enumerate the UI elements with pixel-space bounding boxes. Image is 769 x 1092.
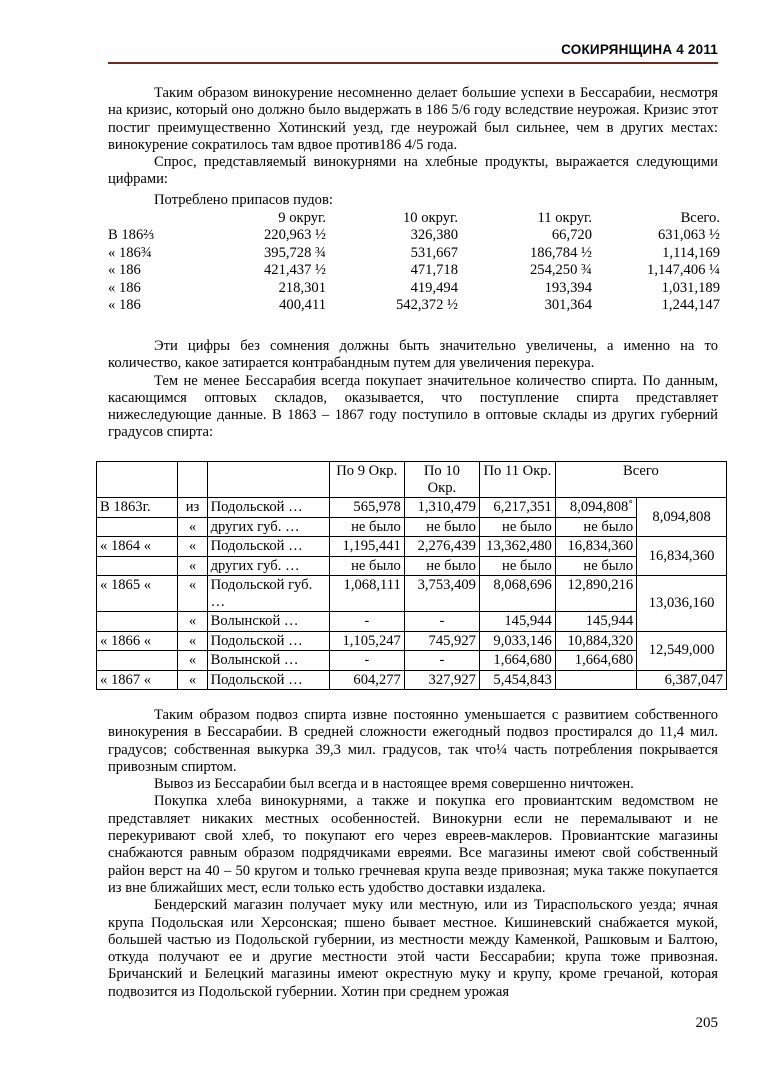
- table-cell: 1,114,169: [662, 244, 720, 261]
- table-header-cell: 9 округ.: [278, 209, 326, 226]
- table-cell: 542,372 ½: [395, 297, 458, 313]
- paragraph: Вывоз из Бессарабии был всегда и в настоящее время совершенно ничтожен.: [154, 776, 634, 793]
- table-header-cell: По 11 Окр.: [479, 462, 555, 498]
- paragraph: Спрос, представляемый винокурнями на хлебные продукты, выражается следующими цифрами:: [108, 154, 718, 188]
- table-header-row: [108, 210, 720, 228]
- table-header-cell: [97, 462, 178, 498]
- table-cell: не было: [479, 517, 555, 537]
- table-cell: 13,362,480: [479, 537, 555, 557]
- table-cell: « 1864 «: [97, 537, 178, 557]
- paragraph: Таким образом подвоз спирта извне постоянно уменьшается с развитием собственного винокурения в Бессарабии. В средней сложности ежегодный подвоз простирался до 11,4 мил. градусов; собственная выкурка 39,3 мил. градусов, так что¼ часть потребления покрывается привозным спиртом.: [108, 707, 718, 775]
- table-cell: [97, 612, 178, 632]
- table-cell: не было: [404, 556, 479, 576]
- paragraph: Эти цифры без сомнения должны быть значительно увеличены, а именно на то количество, какое затирается контрабандным путем для увеличения перекура.: [108, 338, 718, 372]
- table-cell: -: [329, 612, 404, 632]
- table-cell: 8,068,696: [479, 576, 555, 612]
- consumption-table: [108, 192, 720, 315]
- table-cell: « 1867 «: [97, 670, 178, 690]
- table-cell: 6,387,047: [637, 670, 727, 690]
- table-cell: не было: [329, 517, 404, 537]
- table-cell: 631,063 ½: [657, 227, 720, 243]
- table-cell: 10,884,320: [555, 631, 636, 651]
- table-cell: 1,147,406 ¼: [647, 262, 720, 278]
- table-row: [97, 631, 727, 651]
- page-header: [108, 40, 718, 64]
- table-row: [97, 556, 727, 576]
- table-cell: не было: [404, 517, 479, 537]
- table-cell: 1,195,441: [329, 537, 404, 557]
- table-header-cell: [178, 462, 207, 498]
- table-cell: 301,364: [544, 297, 592, 313]
- table-cell: «: [178, 556, 207, 576]
- table-cell: « 1866 «: [97, 631, 178, 651]
- table-cell: 1,310,479: [404, 498, 479, 518]
- table-cell: 1,664,680: [555, 651, 636, 671]
- table-cell: 145,944: [555, 612, 636, 632]
- table-cell: 16,834,360: [637, 537, 727, 576]
- table-cell: « 186¾: [108, 244, 152, 261]
- table-cell: 745,927: [404, 631, 479, 651]
- table-cell: 12,549,000: [637, 631, 727, 670]
- table-row: [97, 651, 727, 671]
- table-cell: не было: [555, 556, 636, 576]
- table-row: [97, 576, 727, 612]
- table-cell: 1,068,111: [329, 576, 404, 612]
- table-row: [108, 280, 720, 298]
- table-header-cell: 10 округ.: [402, 209, 458, 226]
- consumption-table-lead: Потреблено припасов пудов:: [154, 192, 333, 208]
- table-cell: 1,244,147: [661, 297, 720, 313]
- table-cell: «: [178, 631, 207, 651]
- table-cell: не было: [479, 556, 555, 576]
- table-row: [97, 612, 727, 632]
- table-row: [97, 498, 727, 518]
- table-cell: «: [178, 651, 207, 671]
- table-header-row: [97, 462, 727, 498]
- table-cell: « 186: [108, 297, 141, 313]
- table-cell: 531,667: [410, 244, 458, 261]
- table-cell: « 1865 «: [97, 576, 178, 612]
- header-rule: [108, 62, 718, 64]
- table-cell: других губ. …: [207, 517, 329, 537]
- table-cell: 193,394: [544, 279, 592, 296]
- table-cell: из: [178, 498, 207, 518]
- table-cell: Подольской губ. …: [207, 576, 329, 612]
- table-header-cell: По 9 Окр.: [329, 462, 404, 498]
- table-cell: не было: [555, 517, 636, 537]
- table-cell: «: [178, 670, 207, 690]
- table-cell: 220,963 ½: [263, 227, 326, 243]
- table-cell: 400,411: [279, 297, 326, 313]
- table-cell: Подольской …: [207, 670, 329, 690]
- text-block-bottom: [108, 707, 718, 1001]
- table-cell: 604,277: [329, 670, 404, 690]
- table-cell: [97, 556, 178, 576]
- table-cell: «: [178, 612, 207, 632]
- paragraph: Бендерский магазин получает муку или местную, или из Тираспольского уезда; ячная крупа Подольская или Херсонская; пшено бывает местное. Кишиневский снабжается мукой, большей частью из Подольской губернии, из местности между Каменкой, Рашковым и Балтою, откуда получают ее и другие местности этой части Бессарабии; крупа тоже привозная. Бричанский и Белецкий магазины имеют окрестную муку и крупу, кроме гречаной, которая подвозится из Подольской губернии. Хотин при среднем урожая: [108, 897, 718, 1000]
- table-cell: 8,094,808˚: [555, 498, 636, 518]
- text-block-middle: [108, 338, 718, 442]
- table-cell: «: [178, 576, 207, 612]
- table-cell: В 186⅔: [108, 227, 155, 243]
- table-cell: 395,728 ¾: [263, 244, 326, 261]
- table-cell: В 1863г.: [97, 498, 178, 518]
- table-cell: 471,718: [410, 262, 458, 278]
- table-cell: 9,033,146: [479, 631, 555, 651]
- table-cell: Подольской …: [207, 498, 329, 518]
- table-cell: «: [178, 537, 207, 557]
- table-header-cell: [108, 210, 198, 228]
- table-cell: 1,105,247: [329, 631, 404, 651]
- table-header-cell: По 10 Окр.: [404, 462, 479, 498]
- table-cell: Подольской …: [207, 631, 329, 651]
- paragraph: Таким образом винокурение несомненно делает большие успехи в Бессарабии, несмотря на кризис, который оно должно было выдержать в 186 5/6 году вследствие неурожая. Кризис этот постиг преимущественно Хотинский уезд, где неурожай был сильнее, чем в других местах: винокурение сократилось там вдвое против186 4/5 года.: [108, 85, 718, 153]
- table-cell: других губ. …: [207, 556, 329, 576]
- table-row: [97, 517, 727, 537]
- table-cell: Подольской …: [207, 537, 329, 557]
- table-cell: 6,217,351: [479, 498, 555, 518]
- table-cell: 1,664,680: [479, 651, 555, 671]
- table-cell: 3,753,409: [404, 576, 479, 612]
- table-cell: 1,031,189: [661, 279, 720, 296]
- table-cell: 2,276,439: [404, 537, 479, 557]
- text-block-top: [108, 85, 718, 189]
- table-row: [97, 537, 727, 557]
- table-cell: 421,437 ½: [263, 262, 326, 278]
- journal-title: СОКИРЯНЩИНА 4 2011: [561, 42, 718, 57]
- table-cell: 145,944: [479, 612, 555, 632]
- table-cell: « 186: [108, 262, 141, 278]
- table-header-cell: Всего: [555, 462, 726, 498]
- table-cell: 326,380: [410, 227, 458, 243]
- table-header-cell: [207, 462, 329, 498]
- table-row: [108, 262, 720, 280]
- table-cell: [97, 651, 178, 671]
- table-cell: 66,720: [551, 227, 592, 243]
- table-cell: [97, 517, 178, 537]
- table-cell: 5,454,843: [479, 670, 555, 690]
- table-cell: Волынской …: [207, 651, 329, 671]
- table-cell: 16,834,360: [555, 537, 636, 557]
- table-cell: «: [178, 517, 207, 537]
- paragraph: Покупка хлеба винокурнями, а также и покупка его провиантским ведомством не представляет никаких местных особенностей. Винокурни если не перемалывают и не перекуривают свой хлеб, то покупают его через евреев-маклеров. Провиантские магазины снабжаются равным образом подрядчиками евреями. Все магазины имеют свой собственный район верст на 40 – 50 кругом и только гречневая крупа везде привозная; мука также покупается из вне ближайших мест, если только есть удобство доставки издалека.: [108, 793, 718, 896]
- table-cell: 565,978: [329, 498, 404, 518]
- table-row: [97, 670, 727, 690]
- table-row: [108, 297, 720, 315]
- table-cell: Волынской …: [207, 612, 329, 632]
- paragraph: Тем не менее Бессарабия всегда покупает значительное количество спирта. По данным, касающимся оптовых складов, оказывается, что поступление спирта представляет нижеследующие данные. В 1863 – 1867 году поступило в оптовые склады из других губерний градусов спирта:: [108, 372, 718, 441]
- table-cell: 12,890,216: [555, 576, 636, 612]
- table-cell: 218,301: [278, 279, 326, 296]
- table-cell: не было: [329, 556, 404, 576]
- table-header-cell: 11 округ.: [537, 209, 592, 226]
- table-cell: « 186: [108, 279, 141, 296]
- spirit-supply-table: [96, 461, 727, 690]
- table-cell: -: [329, 651, 404, 671]
- table-row: [108, 227, 720, 245]
- table-header-cell: Всего.: [680, 209, 720, 226]
- table-cell: 186,784 ½: [529, 244, 592, 261]
- table-cell: [555, 670, 636, 690]
- page-number: 205: [695, 1015, 718, 1031]
- table-cell: 327,927: [404, 670, 479, 690]
- table-cell: -: [404, 612, 479, 632]
- table-cell: 419,494: [410, 279, 458, 296]
- table-row: [108, 245, 720, 263]
- table-cell: -: [404, 651, 479, 671]
- table-cell: 8,094,808: [637, 498, 727, 537]
- table-cell: 13,036,160: [637, 576, 727, 632]
- table-cell: 254,250 ¾: [529, 262, 592, 278]
